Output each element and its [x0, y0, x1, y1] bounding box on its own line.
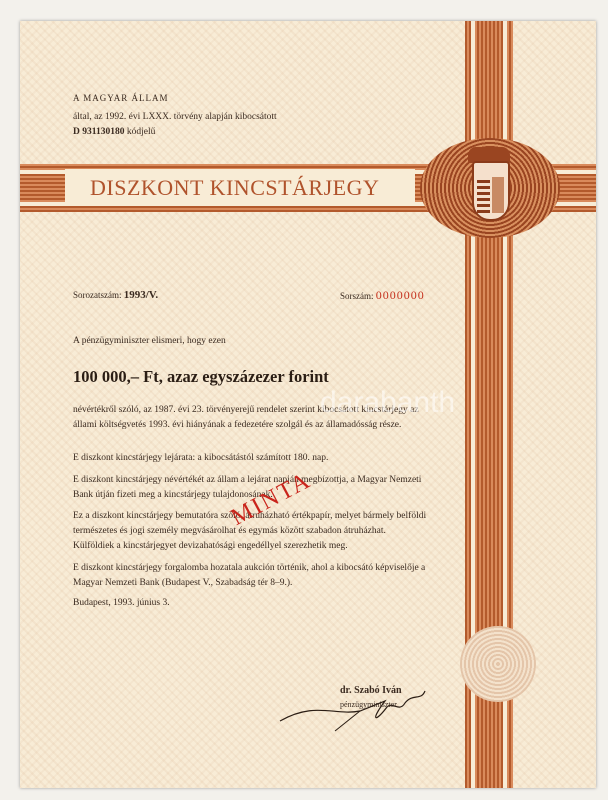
series-value: 1993/V. [123, 289, 159, 301]
issuer-code-suffix: kódjelű [126, 127, 156, 137]
serial-row [340, 288, 425, 303]
amount-text: 100 000,– Ft, azaz egyszázezer forint [73, 367, 329, 386]
paragraph-2: E diszkont kincstárjegy lejárata: a kibocsátástól számított 180. nap. [73, 453, 329, 463]
treasury-bill-document [20, 21, 596, 788]
paragraph-4: Ez a diszkont kincstárjegy bemutatóra szóló, átruházható értékpapír, melyet bármely belföldi természetes és jogi személy megvásárolhat és egymás között szabadon átruházhat. Külföldiek a kincstárjegyet devizahatósági engedéllyel szerezhetik meg. [73, 511, 427, 551]
series-label: Sorozatszám: [73, 290, 122, 300]
signatory-role: pénzügyminiszter [340, 700, 397, 709]
issuer-code-line [73, 125, 155, 140]
paragraph-1: névértékről szóló, az 1987. évi 23. törvényerejű rendelet szerint kibocsátott kincstárjegy az állami költségvetés 1993. évi hiányának a fedezetére szolgál és az államadósság része. [73, 405, 419, 430]
document-title: DISZKONT KINCSTÁRJEGY [90, 175, 380, 200]
sample-stamp: MINTA [226, 467, 316, 531]
paragraph-5: E diszkont kincstárjegy forgalomba hozatala aukción történik, ahol a kibocsátó képviselője a Magyar Nemzeti Bank (Budapest V., Szabadság tér 8–9.). [73, 563, 426, 588]
watermark-text: darabanth [320, 386, 456, 419]
paragraph-3: E diszkont kincstárjegy névértékét az állam a lejárat napján megbízottja, a Magyar Nemzeti Bank útján fizeti meg a kincstárjegy tulajdonosának. [73, 475, 422, 500]
signatory-name: dr. Szabó Iván [340, 685, 402, 696]
issuer-line1: A MAGYAR ÁLLAM [73, 93, 169, 103]
series-row [73, 289, 158, 301]
serial-label: Sorszám: [340, 291, 374, 301]
intro-text: A pénzügyminiszter elismeri, hogy ezen [73, 336, 226, 346]
place-date: Budapest, 1993. június 3. [73, 598, 170, 608]
coat-of-arms-icon [472, 161, 510, 221]
issuer-line2: által, az 1992. évi LXXX. törvény alapján kibocsátott [73, 112, 277, 122]
issuer-code: D 931130180 [73, 127, 125, 137]
serial-value: 0000000 [375, 288, 425, 302]
